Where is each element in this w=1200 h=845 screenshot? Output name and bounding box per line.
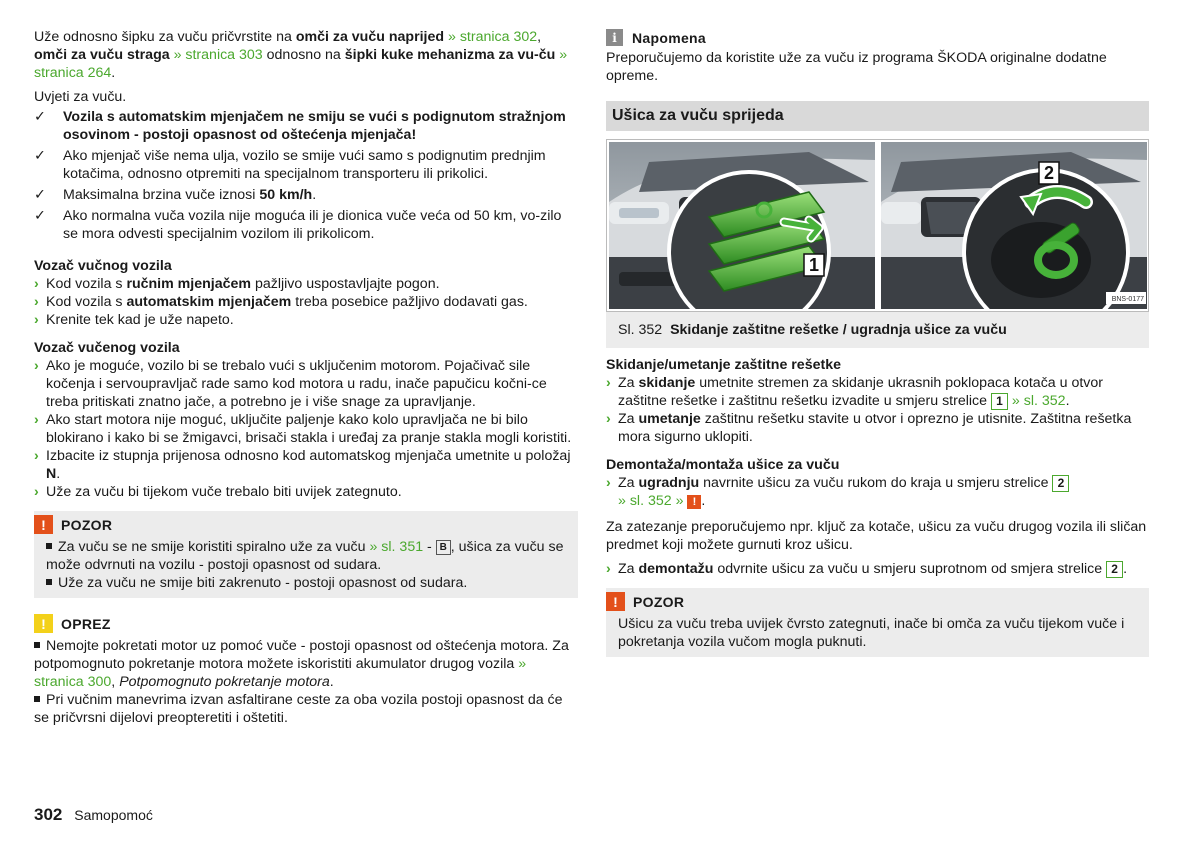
step-text: Za [618,475,639,491]
arrow-icon: › [34,484,39,500]
bullet-icon [34,642,40,648]
warning-header [606,592,1137,611]
check-text: Ako mjenjač više nema ulja, vozilo se smije vući samo s podignutim prednjim kotačima, odnosno otpremiti na specijalnom transporteru ili prikolici. [63,148,546,182]
figure-panel-1 [609,142,875,309]
caution-item [34,691,578,727]
callout-ref-1: 1 [991,393,1008,410]
warning-text: , ušica za vuču se može odvrnuti na vozilu - postoji opasnost od sudara. [46,539,564,573]
info-icon: i [606,29,623,46]
caption-text: Skidanje zaštitne rešetke / ugradnja ušice za vuču [670,322,1007,338]
subheading-towing-driver: Vozač vučnog vozila [34,258,172,274]
step-text: Izbacite iz stupnja prijenosa odnosno kod automatskog mjenjača umetnite u položaj [46,448,571,464]
warning-icon: ! [606,592,625,611]
check-icon: ✓ [34,148,46,164]
conditions-heading: Uvjeti za vuču. [34,89,127,105]
arrow-icon: › [34,448,39,464]
link-page-302[interactable]: » stranica 302 [444,29,538,45]
intro-period: . [111,65,116,81]
step-period: . [1065,393,1070,409]
link-fig-352[interactable]: » sl. 352 [1007,393,1066,409]
check-icon: ✓ [34,208,46,224]
warning-item [46,538,566,574]
car-front-illustration-2 [881,142,1147,309]
arrow-icon: › [34,412,39,428]
paragraph-tightening: Za zatezanje preporučujemo npr. ključ za kotače, ušicu za vuču drugog vozila ili sličan predmet koji možete gurnuti kroz ušicu. [606,519,1147,553]
intro-bold-hook: šipki kuke mehanizma za vu-ču [344,47,556,63]
note-title: Napomena [632,29,706,46]
step-period: . [701,493,706,509]
footer-section-title: Samopomoć [74,807,153,823]
key-b-icon: B [436,540,451,555]
link-page-264[interactable]: » stranica 264 [34,47,568,81]
warning-icon: ! [34,515,53,534]
caution-title: OPREZ [61,615,111,632]
intro-bold-front: omči za vuču naprijed [295,29,445,45]
arrow-icon: › [34,294,39,310]
step-text: odvrnite ušicu za vuču u smjeru suprotnom od smjera strelice [713,561,1107,577]
warning-title: POZOR [633,593,685,610]
callout-ref-2: 2 [1052,475,1069,492]
warning-header [34,515,566,534]
arrow-icon: › [34,312,39,328]
intro-text-2: odnosno na [262,47,345,63]
step-item [34,293,578,311]
check-item [34,186,578,204]
caution-italic: Potpomognuto pokretanje motora [119,674,330,690]
step-item [34,447,578,483]
arrow-icon: › [606,375,611,391]
subheading-grille: Skidanje/umetanje zaštitne rešetke [606,357,841,373]
arrow-icon: › [606,475,611,491]
arrow-icon: › [606,561,611,577]
arrow-icon: › [34,358,39,374]
step-text: Ako start motora nije moguć, uključite paljenje kako kolo upravljača ne bi bilo blokirano i kako bi se žmigavci, brisači stakla i uređaj za pranje stakla mogli koristiti. [46,412,572,446]
section-heading: Ušica za vuču sprijeda [606,101,1149,131]
step-text: Ako je moguće, vozilo bi se trebalo vući s uključenim motorom. Pojačivač sile kočenja i servoupravljač rade samo kod motora u radu, inače papučicu kočni-ce treba pritiskati znatno jače, a potrebno je i više snage za upravljanje. [46,358,547,410]
step-text: umetnite stremen za skidanje ukrasnih poklopaca kotača u otvor zaštitne rešetke i zaštitnu rešetku izvadite u smjeru strelice [618,375,1103,409]
car-front-illustration-1 [609,142,875,309]
intro-paragraph [34,28,578,82]
caution-header [34,614,578,633]
left-column [34,28,578,727]
bullet-icon [46,543,52,549]
step-item [606,410,1149,446]
note-text: Preporučujemo da koristite uže za vuču iz programa ŠKODA originalne dodatne opreme. [606,50,1107,84]
step-item [34,275,578,293]
subheading-towed-driver: Vozač vučenog vozila [34,340,180,356]
caution-text: Pri vučnim manevrima izvan asfaltirane ceste za oba vozila postoji opasnost da će se pričvrsni dijelovi preopteretiti i oštetiti. [34,692,563,726]
page-number: 302 [34,805,63,824]
check-period: . [312,187,317,203]
link-fig-352[interactable]: » sl. 352 » [618,493,684,509]
note-header [606,28,1149,47]
step-item [34,411,578,447]
step-text: Za [618,561,639,577]
warning-box [606,588,1149,657]
warning-item [46,574,566,592]
callout-2-label: 2 [1043,163,1055,183]
step-item [606,374,1149,410]
figure-caption [606,312,1149,348]
callout-1-label: 1 [808,255,820,275]
intro-text: Uže odnosno šipku za vuču pričvrstite na [34,29,296,45]
caution-text: Nemojte pokretati motor uz pomoć vuče - postoji opasnost od oštećenja motora. Za potpomognuto pokretanje motora možete iskoristiti akumulator drugog vozila [34,638,569,672]
step-text: pažljivo uspostavljajte pogon. [251,276,440,292]
step-text: navrnite ušicu za vuču rukom do kraja u smjeru strelice [699,475,1053,491]
check-icon: ✓ [34,109,46,125]
arrow-icon: › [606,411,611,427]
step-item [606,560,1149,578]
step-bold: automatskim mjenjačem [126,294,292,310]
step-bold: skidanje [638,375,696,391]
link-page-303[interactable]: » stranica 303 [169,47,263,63]
warning-text: Za vuču se ne smije koristiti spiralno uže za vuču [58,539,370,555]
step-text: Uže za vuču bi tijekom vuče trebalo biti uvijek zategnuto. [46,484,402,500]
intro-bold-rear: omči za vuču straga [34,47,170,63]
step-text: treba posebice pažljivo dodavati gas. [291,294,528,310]
check-item [34,147,578,183]
check-icon: ✓ [34,187,46,203]
bullet-icon [34,696,40,702]
gear-position-n: N [46,466,57,482]
caution-period: . [329,674,334,690]
step-text: zaštitnu rešetku stavite u otvor i oprezno je utisnite. Zaštitna rešetka mora sigurno uklopiti. [618,411,1132,445]
figure-code: BNS-0177 [1111,296,1144,303]
arrow-icon: › [34,276,39,292]
step-text: Kod vozila s [46,276,127,292]
step-bold: ručnim mjenjačem [126,276,252,292]
check-text: Maksimalna brzina vuče iznosi [63,187,260,203]
bullet-icon [46,579,52,585]
step-item [606,474,1149,510]
check-item [34,108,578,144]
warning-text: Uže za vuču ne smije biti zakrenuto - postoji opasnost od sudara. [58,575,468,591]
step-text: Za [618,411,639,427]
warning-box [34,511,578,598]
step-text: Za [618,375,639,391]
figure-panel-2 [881,142,1147,309]
warning-text: Ušicu za vuču treba uvijek čvrsto zategnuti, inače bi omča za vuču tijekom vuče i pokretanja vozila vučom mogla puknuti. [618,616,1125,650]
check-speed: 50 km/h [259,187,313,203]
step-period: . [56,466,61,482]
link-fig-351[interactable]: » sl. 351 [369,539,424,555]
check-text: Vozila s automatskim mjenjačem ne smiju se vući s podignutom stražnjom osovinom - postoji opasnost od oštećenja mjenjača! [63,109,566,143]
step-period: . [1123,561,1128,577]
warning-dash: - [423,539,436,555]
page-footer [34,806,153,824]
caution-icon: ! [34,614,53,633]
intro-comma: , [537,29,542,45]
caption-number: Sl. 352 [618,322,663,338]
caution-box [34,610,578,727]
step-text: Kod vozila s [46,294,127,310]
step-text: Krenite tek kad je uže napeto. [46,312,234,328]
step-item [34,357,578,411]
step-bold: ugradnju [638,475,700,491]
caution-comma: , [111,674,120,690]
callout-ref-2: 2 [1106,561,1123,578]
step-bold: demontažu [638,561,714,577]
caution-item [34,637,578,691]
warning-title: POZOR [61,516,113,533]
step-bold: umetanje [638,411,701,427]
link-page-300[interactable]: » stranica 300 [34,656,527,690]
warning-ref-icon[interactable]: ! [687,495,701,509]
check-text: Ako normalna vuča vozila nije moguća ili je dionica vuče veća od 50 km, vo-zilo se mora odvesti specijalnim vozilom ili prikolicom. [63,208,562,242]
step-item [34,483,578,501]
subheading-eye: Demontaža/montaža ušice za vuču [606,457,840,473]
check-item [34,207,578,243]
step-item [34,311,578,329]
figure-352 [606,139,1149,312]
right-column [606,28,1149,657]
